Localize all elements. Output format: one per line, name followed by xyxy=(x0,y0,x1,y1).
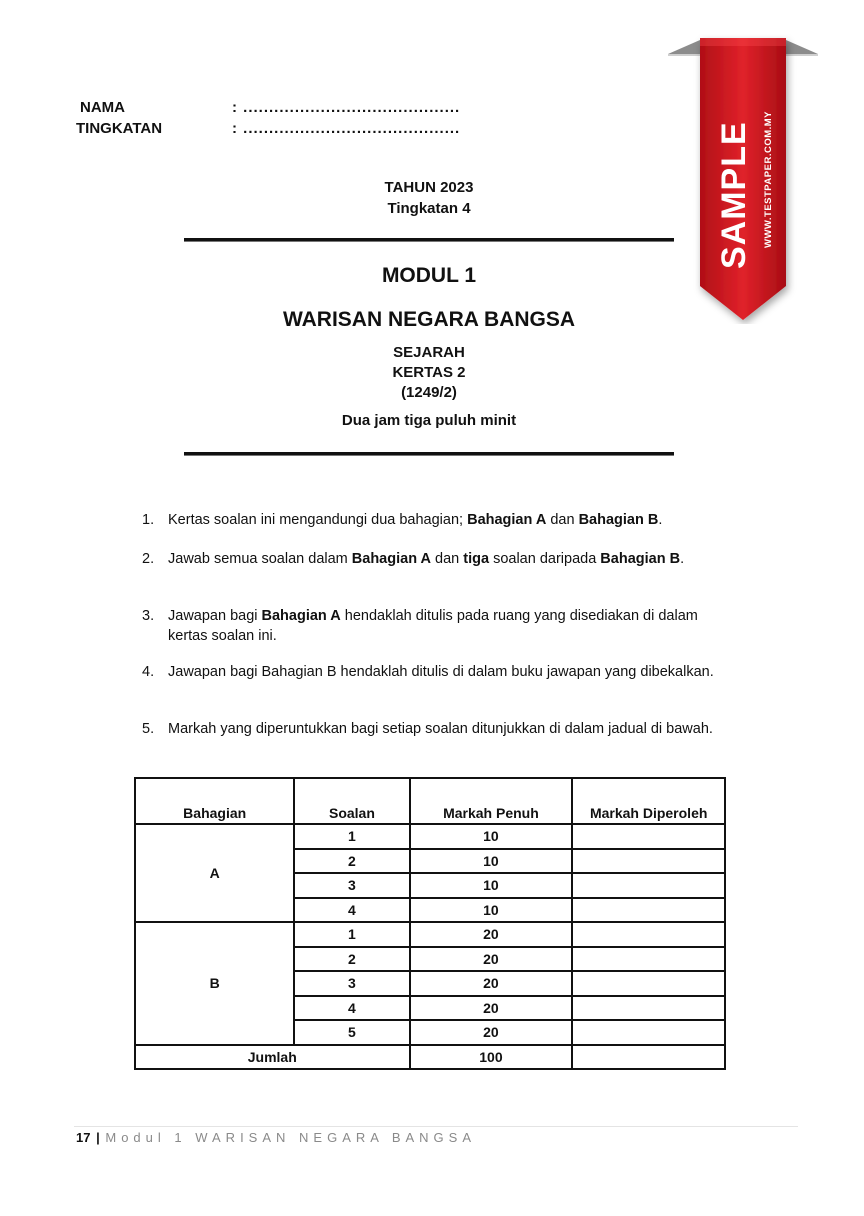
instruction-item xyxy=(142,549,732,569)
obtained-mark-cell[interactable] xyxy=(572,898,725,923)
ribbon-word: SAMPLE xyxy=(715,121,753,269)
instruction-item xyxy=(142,719,732,739)
question-cell: 2 xyxy=(294,947,409,972)
question-cell: 1 xyxy=(294,922,409,947)
instruction-item xyxy=(142,662,732,682)
module-title: WARISAN NEGARA BANGSA xyxy=(282,308,576,331)
instruction-item xyxy=(142,510,732,530)
instruction-emphasis: Bahagian A xyxy=(261,608,341,624)
full-mark-cell: 20 xyxy=(410,947,573,972)
footer xyxy=(76,1130,476,1145)
question-cell: 4 xyxy=(294,898,409,923)
section-cell: A xyxy=(135,824,294,922)
instruction-text xyxy=(168,606,732,646)
nama-blank: : .......................................... xyxy=(232,99,461,116)
instruction-emphasis: Bahagian A xyxy=(351,551,432,567)
instruction-emphasis: Bahagian B xyxy=(600,551,681,567)
table-header-cell: Soalan xyxy=(294,778,409,824)
table-row xyxy=(135,922,725,947)
obtained-mark-cell[interactable] xyxy=(572,873,725,898)
total-label: Jumlah xyxy=(135,1045,410,1070)
tingkatan-label: TINGKATAN xyxy=(76,120,163,137)
instruction-fragment: Jawapan bagi Bahagian B hendaklah ditulis di dalam buku jawapan yang dibekalkan. xyxy=(168,664,714,680)
footer-separator: | xyxy=(96,1130,100,1145)
question-cell: 3 xyxy=(294,873,409,898)
instruction-fragment: soalan daripada xyxy=(489,551,601,567)
nama-label: NAMA xyxy=(80,99,125,116)
page-number: 17 xyxy=(76,1130,91,1145)
full-mark-cell: 10 xyxy=(410,849,573,874)
obtained-mark-cell[interactable] xyxy=(572,824,725,849)
paper-code: (1249/2) xyxy=(401,384,457,401)
full-mark-cell: 20 xyxy=(410,996,573,1021)
table-header-cell: Bahagian xyxy=(135,778,294,824)
instruction-fragment: dan xyxy=(546,512,579,528)
instruction-emphasis: tiga xyxy=(463,551,490,567)
year: TAHUN 2023 xyxy=(384,179,474,196)
instruction-number: 4. xyxy=(142,664,155,680)
table-row xyxy=(135,824,725,849)
instruction-fragment: Jawapan bagi xyxy=(168,608,262,624)
question-cell: 3 xyxy=(294,971,409,996)
instruction-fragment: . xyxy=(658,512,663,528)
instruction-emphasis: Bahagian A xyxy=(467,512,547,528)
instruction-text xyxy=(168,510,732,530)
total-row xyxy=(135,1045,725,1070)
instruction-fragment: . xyxy=(680,551,685,567)
instruction-number: 5. xyxy=(142,721,155,737)
total-value: 100 xyxy=(410,1045,573,1070)
instruction-fragment: dan xyxy=(431,551,464,567)
instruction-number: 1. xyxy=(142,512,155,528)
sample-ribbon xyxy=(668,34,818,324)
duration: Dua jam tiga puluh minit xyxy=(341,412,517,429)
question-cell: 2 xyxy=(294,849,409,874)
form-level: Tingkatan 4 xyxy=(387,200,471,217)
table-header-cell: Markah Penuh xyxy=(410,778,573,824)
marks-table xyxy=(134,777,726,1070)
question-cell: 5 xyxy=(294,1020,409,1045)
ribbon-url: WWW.TESTPAPER.COM.MY xyxy=(763,110,774,248)
tingkatan-blank: : .......................................... xyxy=(232,120,461,137)
instruction-emphasis: Bahagian B xyxy=(578,512,659,528)
instruction-fragment: Markah yang diperuntukkan bagi setiap soalan ditunjukkan di dalam jadual di bawah. xyxy=(168,721,713,737)
obtained-mark-cell[interactable] xyxy=(572,1020,725,1045)
module-number: MODUL 1 xyxy=(381,264,477,287)
obtained-mark-cell[interactable] xyxy=(572,849,725,874)
instruction-text xyxy=(168,719,732,739)
subject: SEJARAH xyxy=(393,344,465,361)
top-rule xyxy=(184,238,674,242)
obtained-mark-cell[interactable] xyxy=(572,922,725,947)
instruction-fragment: Jawab semua soalan dalam xyxy=(168,551,352,567)
footer-title: Modul 1 WARISAN NEGARA BANGSA xyxy=(105,1130,476,1145)
full-mark-cell: 20 xyxy=(410,971,573,996)
instruction-fragment: hendaklah ditulis pada ruang yang disediakan di dalam kertas soalan ini. xyxy=(168,608,698,644)
bottom-rule xyxy=(184,452,674,456)
section-cell: B xyxy=(135,922,294,1045)
obtained-mark-cell[interactable] xyxy=(572,947,725,972)
obtained-mark-cell[interactable] xyxy=(572,971,725,996)
full-mark-cell: 20 xyxy=(410,922,573,947)
instruction-fragment: Kertas soalan ini mengandungi dua bahagian; xyxy=(168,512,468,528)
footer-rule xyxy=(74,1126,798,1127)
full-mark-cell: 10 xyxy=(410,873,573,898)
instruction-text xyxy=(168,549,732,569)
full-mark-cell: 20 xyxy=(410,1020,573,1045)
total-obtained-cell[interactable] xyxy=(572,1045,725,1070)
paper: KERTAS 2 xyxy=(392,364,466,381)
table-header-cell: Markah Diperoleh xyxy=(572,778,725,824)
instruction-number: 3. xyxy=(142,608,155,624)
instruction-text xyxy=(168,662,732,682)
full-mark-cell: 10 xyxy=(410,898,573,923)
question-cell: 4 xyxy=(294,996,409,1021)
full-mark-cell: 10 xyxy=(410,824,573,849)
instruction-number: 2. xyxy=(142,551,155,567)
instruction-item xyxy=(142,606,732,646)
question-cell: 1 xyxy=(294,824,409,849)
obtained-mark-cell[interactable] xyxy=(572,996,725,1021)
